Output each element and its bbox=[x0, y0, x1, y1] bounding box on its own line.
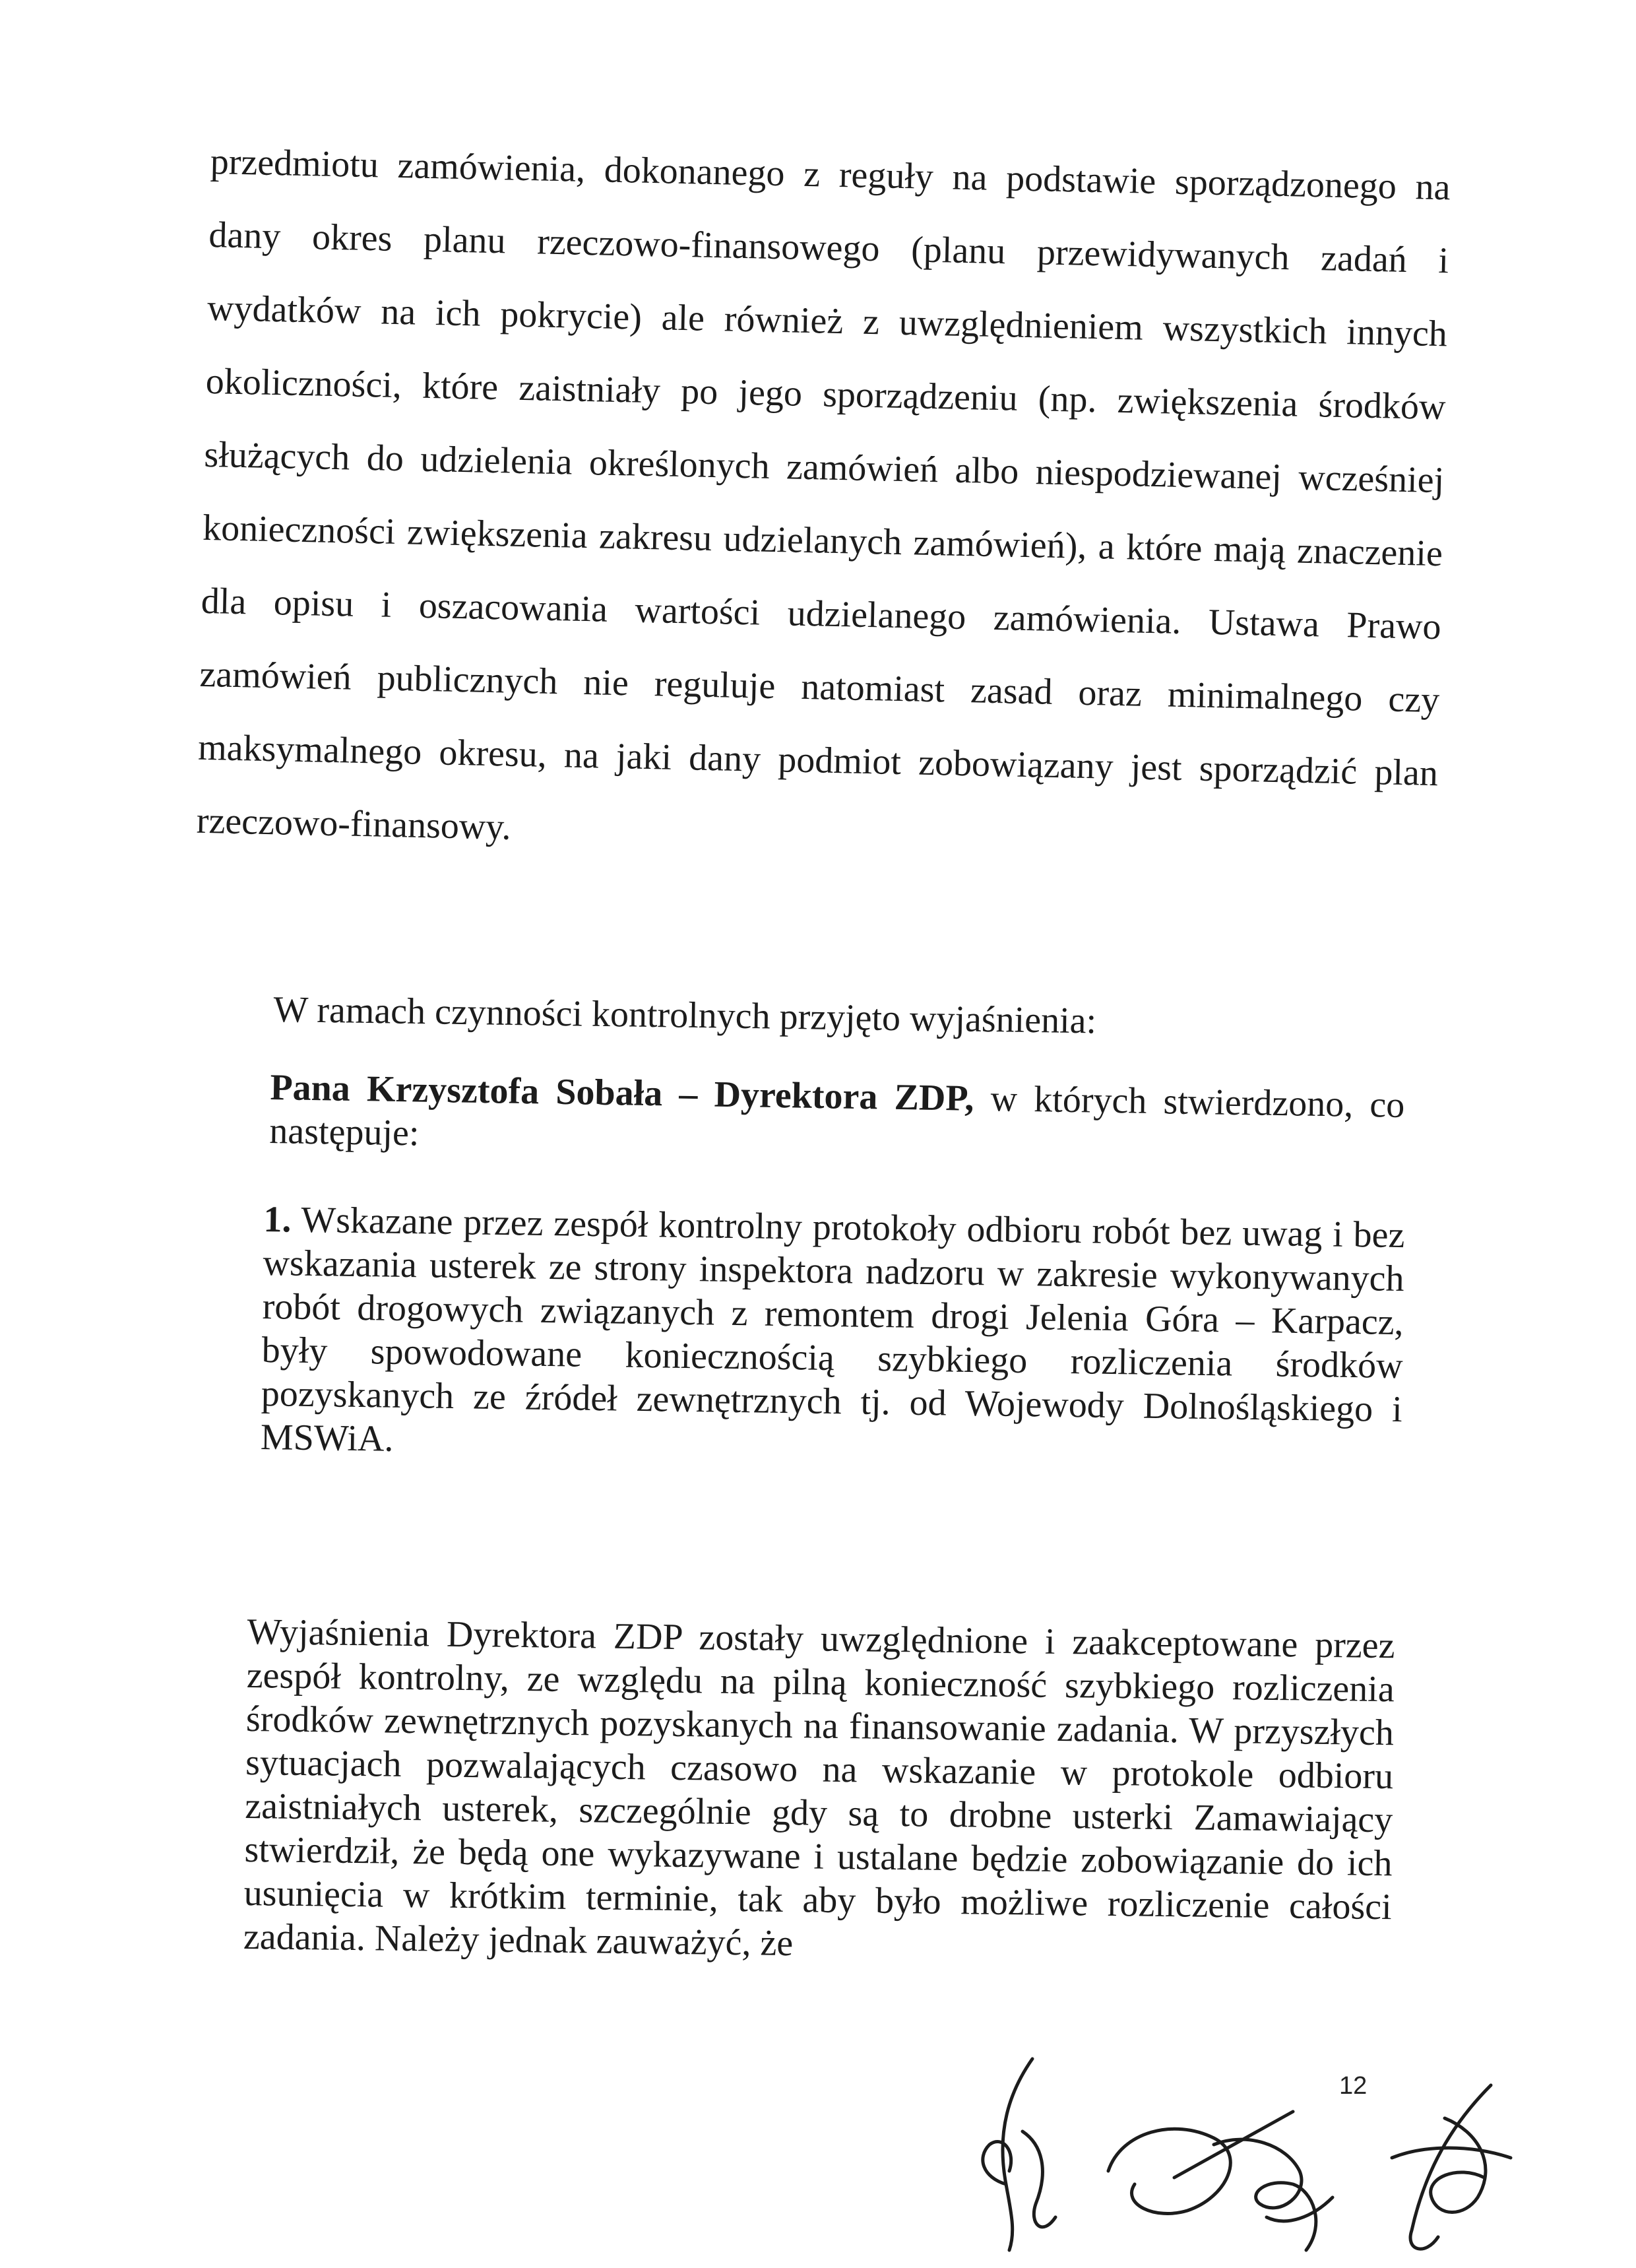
numbered-item-1 bbox=[260, 1198, 1404, 1475]
page-number: 12 bbox=[1339, 2072, 1368, 2100]
director-statement-heading bbox=[269, 1066, 1405, 1171]
item-text: Wskazane przez zespół kontrolny protokoły odbioru robót bez uwag i bez wskazania usterek ze strony inspektora nadzoru w zakresie wykonywanych robót drogowych związanych z remontem drogi Jelenia Góra – Karpacz, były spowodowane koniecznością szybkiego rozliczenia środków pozyskanych ze źródeł zewnętrznych tj. od Wojewody Dolnośląskiego i MSWiA. bbox=[260, 1199, 1405, 1460]
item-number: 1. bbox=[263, 1198, 292, 1241]
explanations-intro: W ramach czynności kontrolnych przyjęto wyjaśnienia: bbox=[273, 988, 1097, 1042]
paragraph-explanations-accepted: Wyjaśnienia Dyrektora ZDP zostały uwzględnione i zaakceptowane przez zespół kontrolny, ze względu na pilną konieczność szybkiego rozliczenia środków zewnętrznych pozyskanych na finansowanie zadania. W przyszłych sytuacjach pozwalających czasowo na wskazanie w protokole odbioru zaistniałych usterek, szczególnie gdy są to drobne usterki Zamawiający stwierdził, że będą one wykazywane i ustalane będzie zobowiązanie do ich usunięcia w krótkim terminie, tak aby było możliwe rozliczenie całości zadania. Należy jednak zauważyć, że bbox=[243, 1611, 1395, 1964]
director-statement-rest: w których stwierdzono, co następuje: bbox=[268, 1078, 1405, 1154]
signature-1 bbox=[970, 2052, 1075, 2268]
paragraph-procurement-planning: przedmiotu zamówienia, dokonanego z reguły na podstawie sporządzonego na dany okres planu rzeczowo-finansowego (planu przewidywanych zadań i wydatków na ich pokrycie) ale również z uwzględnieniem wszystkich innych okoliczności, które zaistniały po jego sporządzeniu (np. zwiększenia środków służących do udzielenia określonych zamówień albo niespodziewanej wcześniej konieczności zwiększenia zakresu udzielanych zamówień), a które mają znaczenie dla opisu i oszacowania wartości udzielanego zamówienia. Ustawa Prawo zamówień publicznych nie reguluje natomiast zasad oraz minimalnego czy maksymalnego okresu, na jaki dany podmiot zobowiązany jest sporządzić plan rzeczowo-finansowy. bbox=[196, 141, 1451, 848]
signature-3 bbox=[1372, 2079, 1530, 2268]
director-name: Pana Krzysztofa Sobała – Dyrektora ZDP, bbox=[269, 1066, 974, 1119]
signature-2 bbox=[1095, 2085, 1359, 2268]
